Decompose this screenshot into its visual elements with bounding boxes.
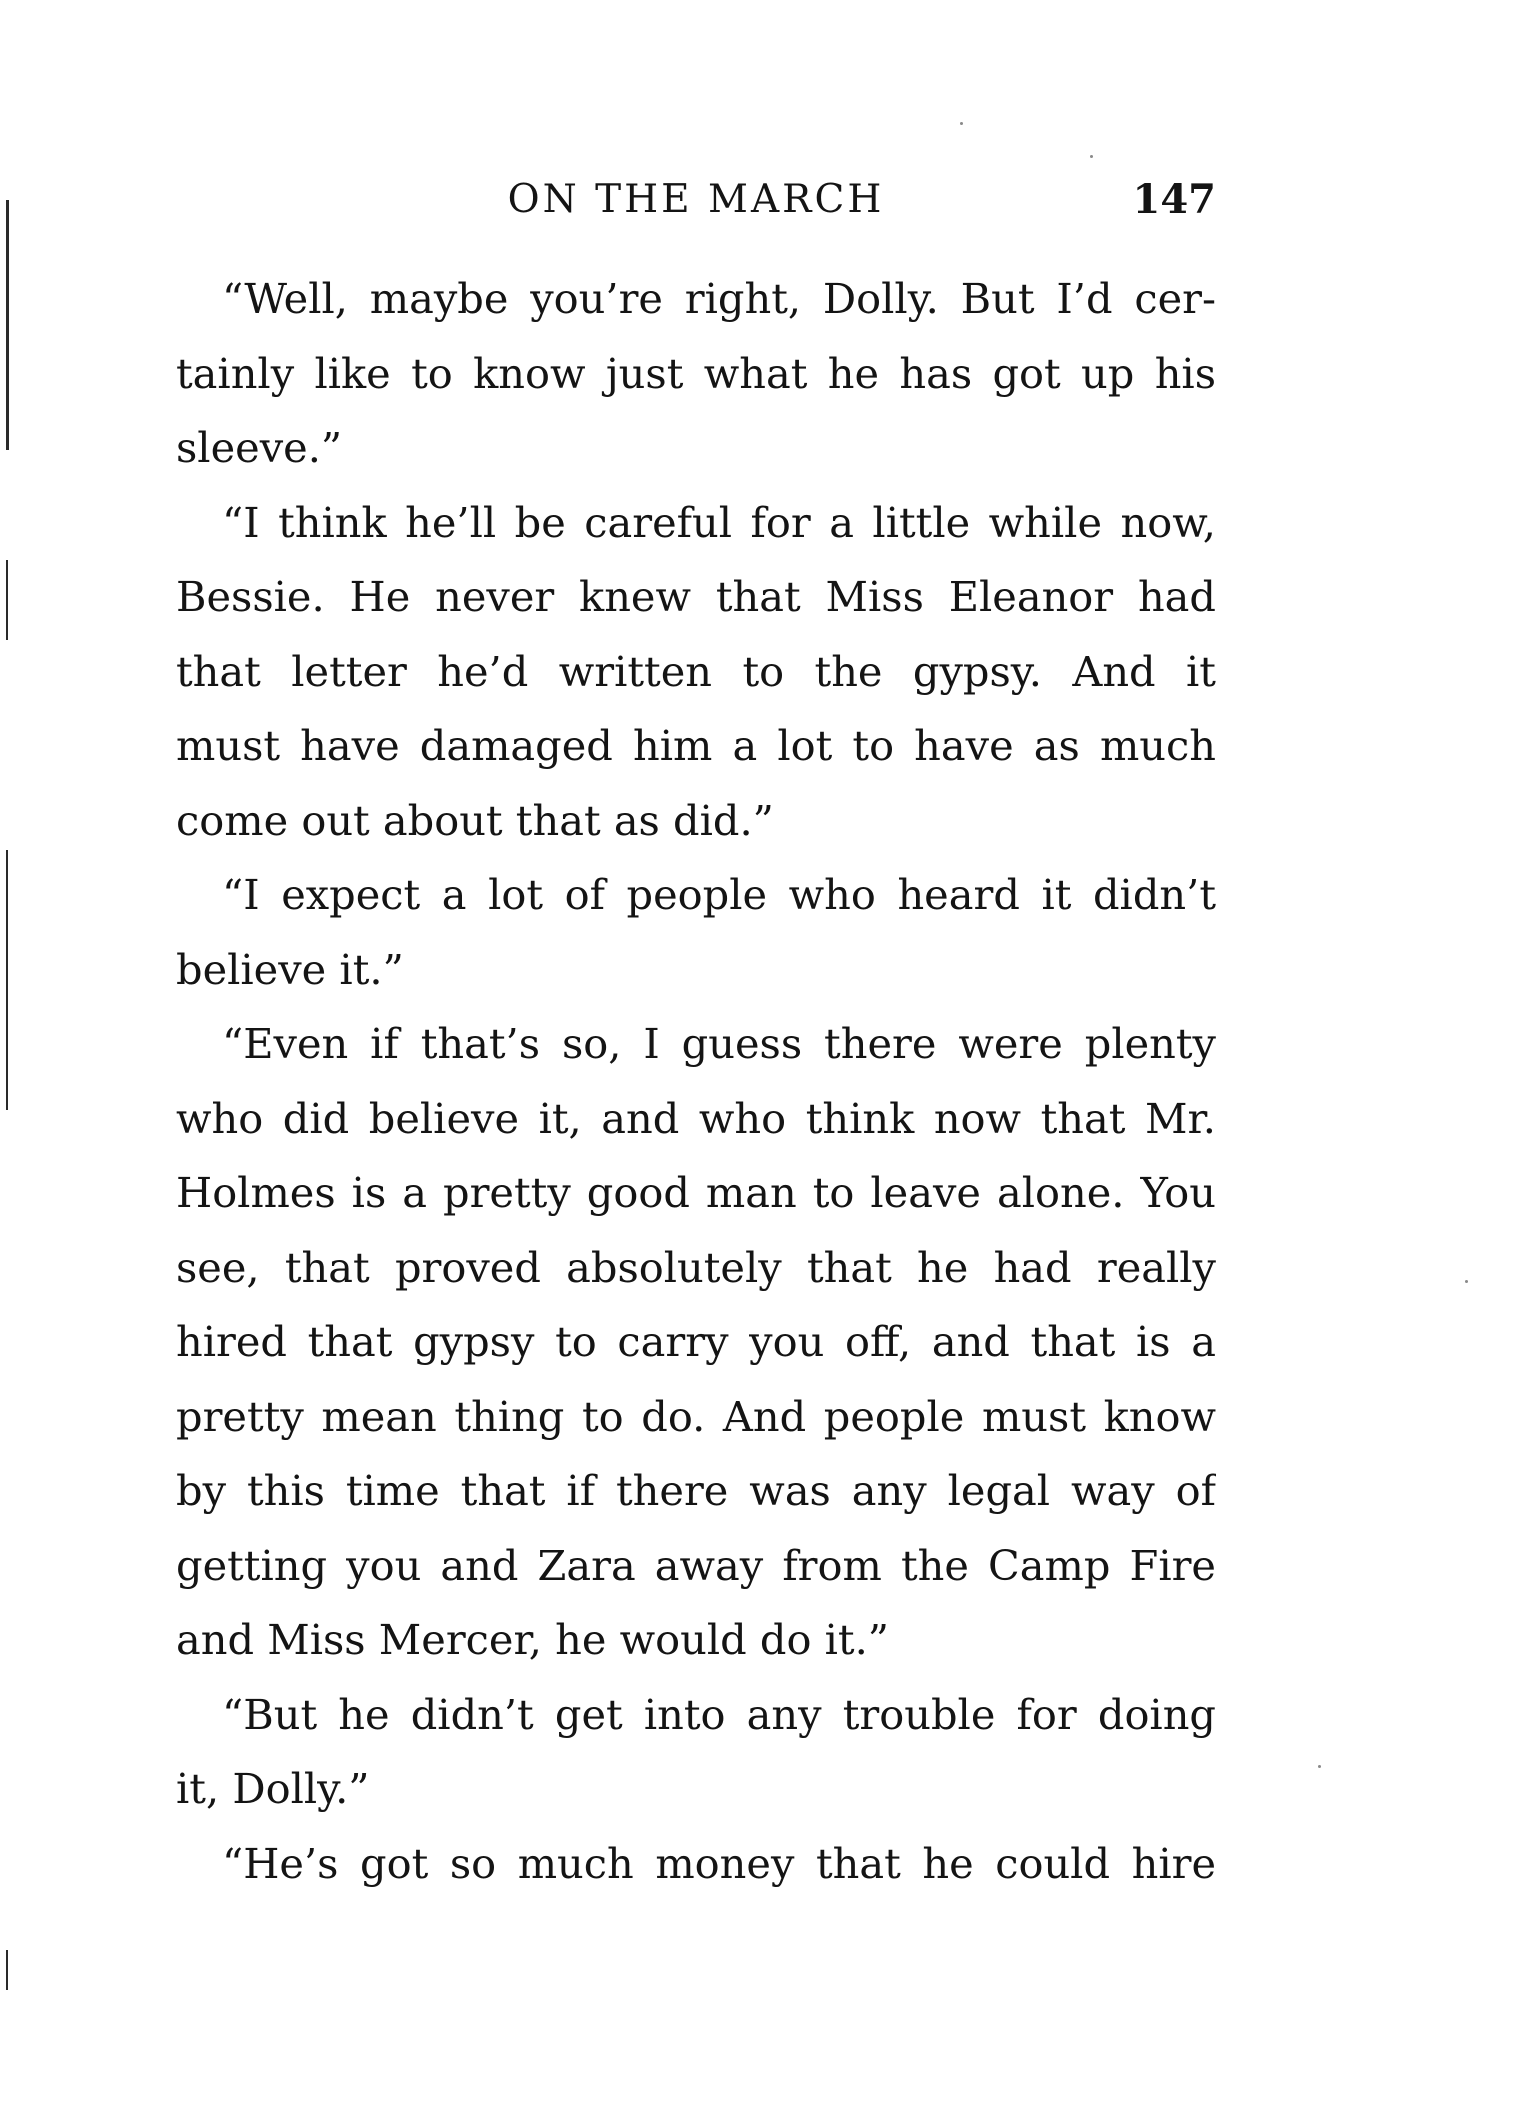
page-number: 147 [1132, 176, 1216, 223]
text-line: pretty mean thing to do. And people must know [176, 1391, 1216, 1441]
body-text [176, 262, 1216, 1901]
paragraph [176, 1678, 1216, 1827]
binding-edge-mark [6, 200, 9, 450]
running-head [176, 170, 1216, 230]
text-line: must have damaged him a lot to have as much [176, 721, 1216, 770]
binding-edge-mark [6, 560, 8, 640]
text-line: “Even if that’s so, I guess there were plenty [222, 1019, 1216, 1068]
text-line: “He’s got so much money that he could hire [222, 1838, 1216, 1888]
text-line: “Well, maybe you’re right, Dolly. But I’d cer- [222, 274, 1216, 323]
text-line: by this time that if there was any legal way of [176, 1466, 1216, 1515]
text-line: who did believe it, and who think now that Mr. [176, 1093, 1216, 1143]
scan-speck [960, 122, 963, 125]
text-line: “I expect a lot of people who heard it didn’t [222, 870, 1216, 919]
text-line: that letter he’d written to the gypsy. And it [176, 646, 1216, 696]
text-line: come out about that as did.” [176, 795, 774, 845]
text-line: see, that proved absolutely that he had really [176, 1242, 1216, 1292]
scan-speck [1465, 1280, 1468, 1283]
scan-speck [1318, 1765, 1321, 1768]
binding-edge-mark [6, 1950, 8, 1990]
text-line: sleeve.” [176, 423, 343, 472]
paragraph [176, 262, 1216, 486]
paragraph [176, 1007, 1216, 1678]
paragraph [176, 858, 1216, 1007]
text-line: hired that gypsy to carry you off, and that is a [176, 1317, 1216, 1366]
text-line: Holmes is a pretty good man to leave alone. You [176, 1168, 1216, 1217]
binding-edge-mark [6, 850, 8, 1110]
scan-speck [1090, 155, 1093, 158]
text-line: “I think he’ll be careful for a little while now, [222, 497, 1216, 547]
text-line: it, Dolly.” [176, 1764, 370, 1813]
paragraph [176, 1827, 1216, 1902]
text-line: tainly like to know just what he has got up his [176, 348, 1216, 398]
text-line: “But he didn’t get into any trouble for doing [222, 1689, 1216, 1739]
running-title: ON THE MARCH [507, 177, 885, 222]
text-line: and Miss Mercer, he would do it.” [176, 1615, 889, 1664]
text-line: Bessie. He never knew that Miss Eleanor had [176, 572, 1216, 621]
text-line: believe it.” [176, 944, 404, 994]
paragraph [176, 486, 1216, 859]
text-line: getting you and Zara away from the Camp Fire [176, 1540, 1216, 1590]
